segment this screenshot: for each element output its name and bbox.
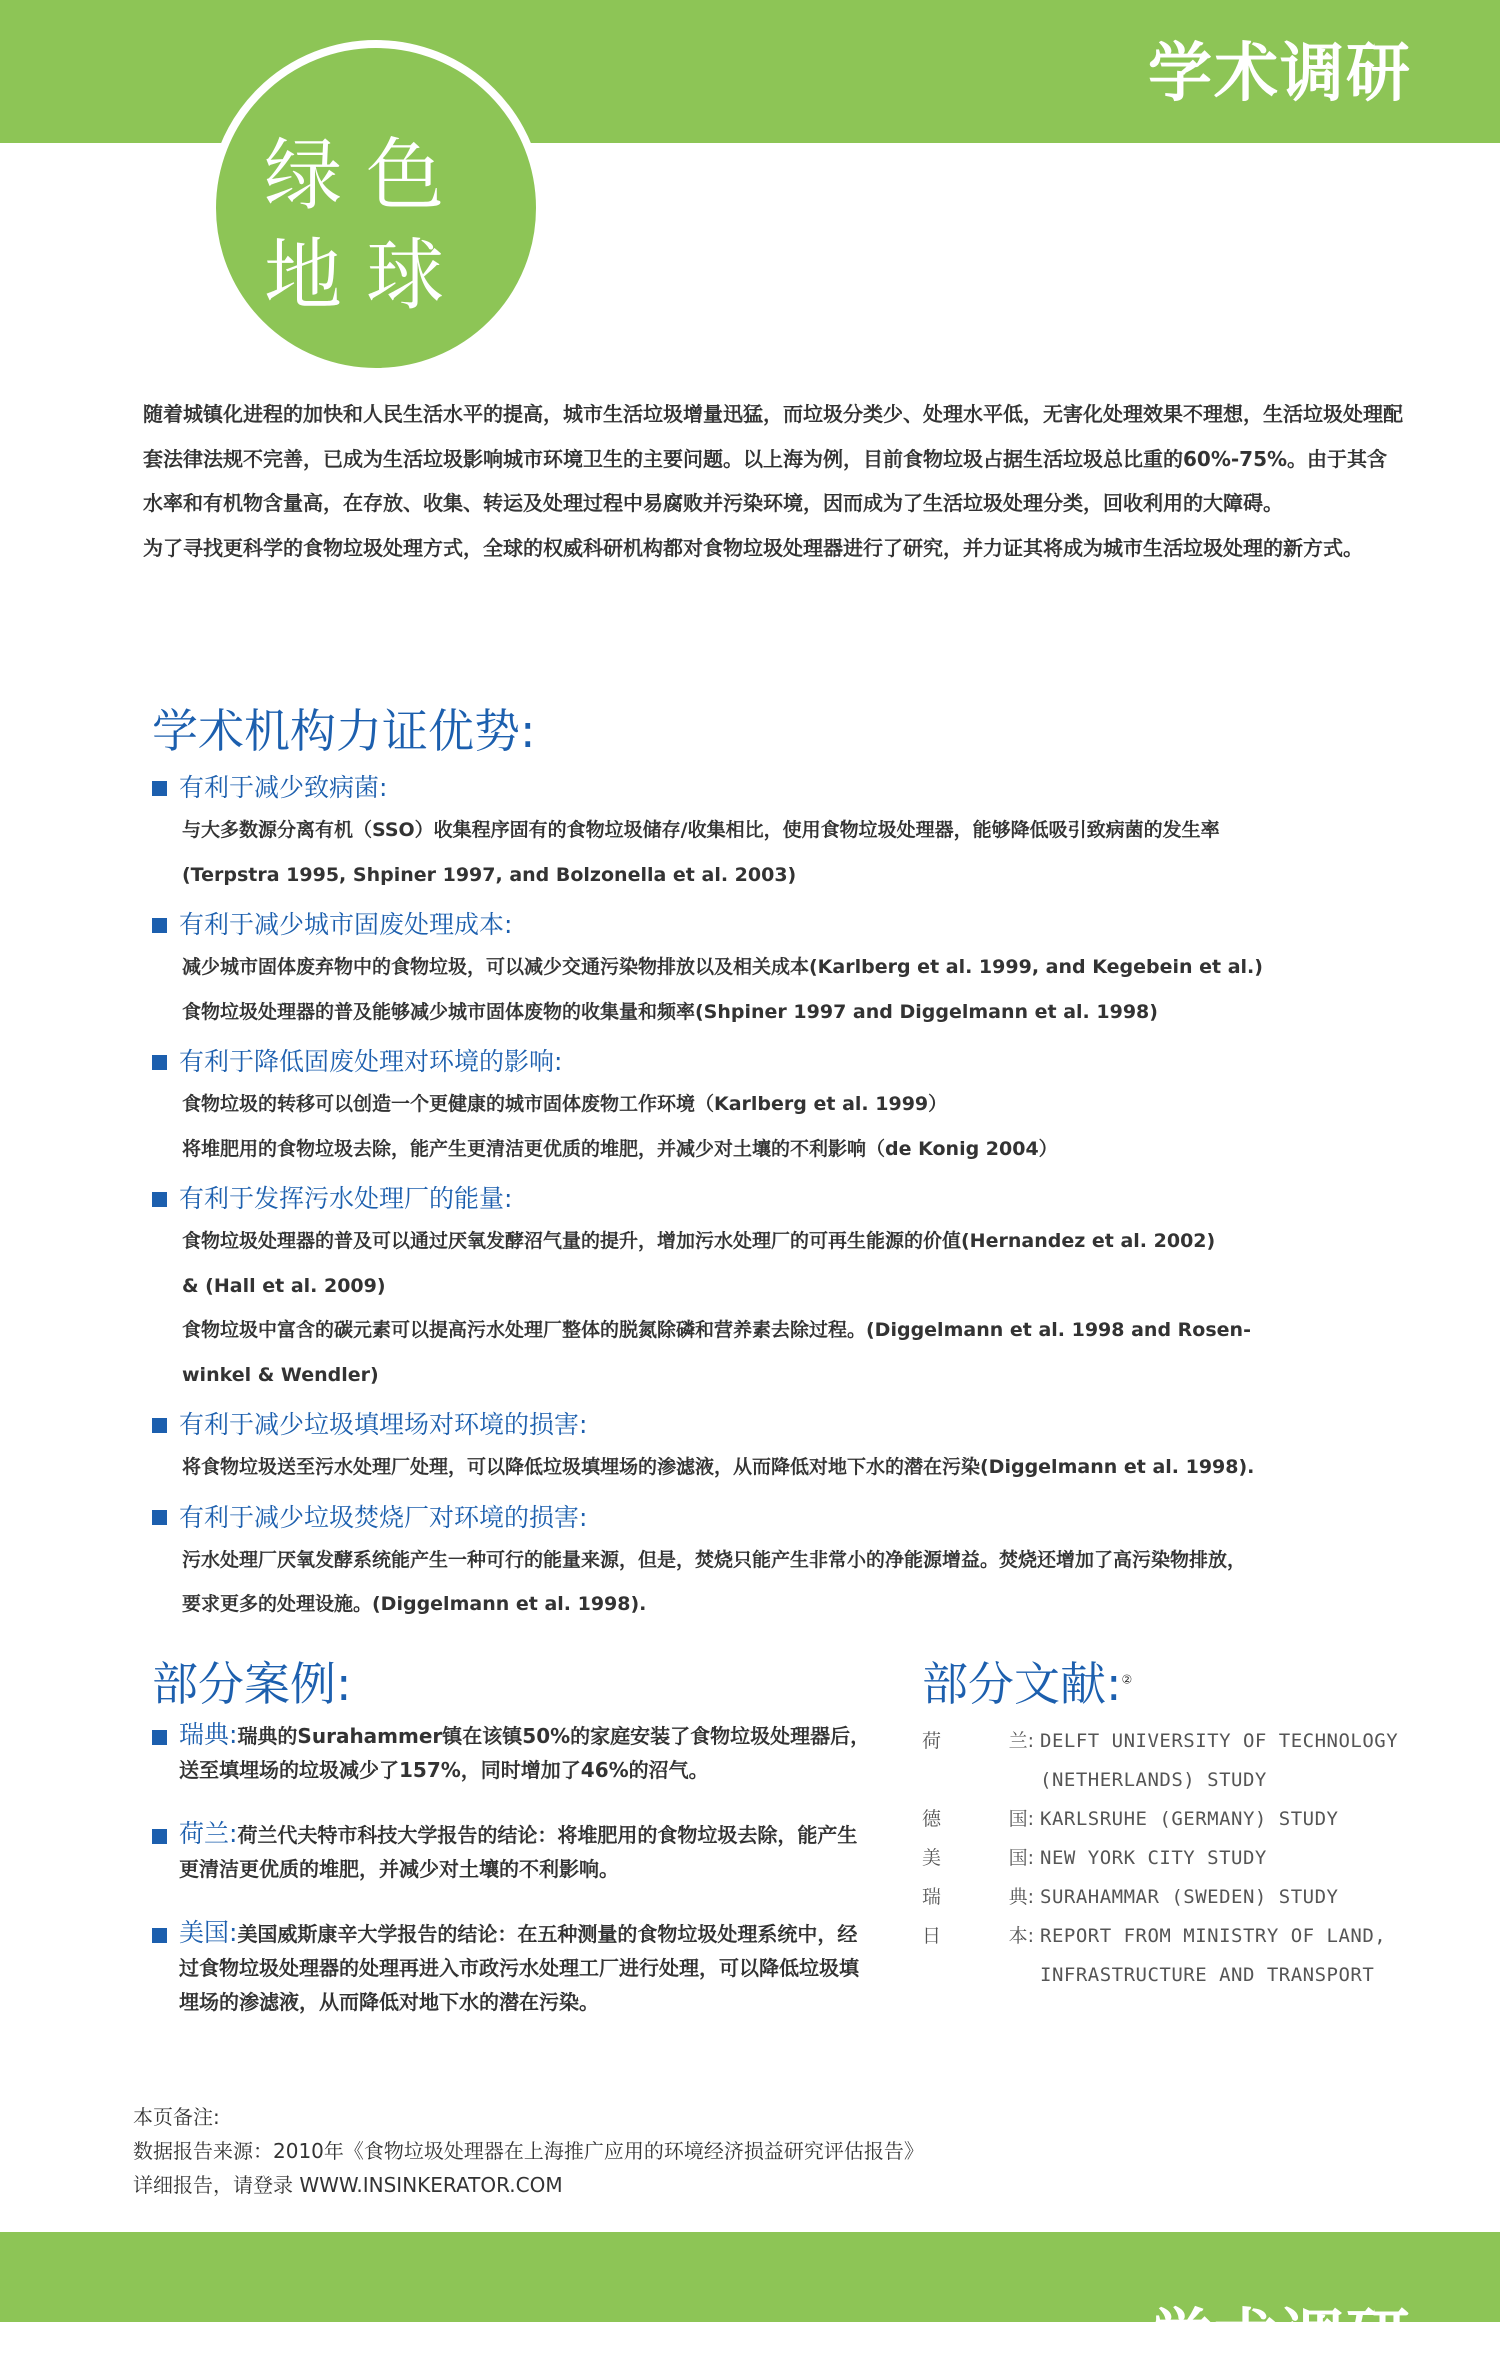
- advantage-heading: [152, 768, 1432, 808]
- spacer: [152, 1490, 1432, 1498]
- advantage-line: 将堆肥用的食物垃圾去除，能产生更清洁更优质的堆肥，并减少对土壤的不利影响（de Konig 2004）: [182, 1137, 1058, 1160]
- country-char: 德: [922, 1808, 942, 1830]
- footnote-mark: ②: [1121, 1672, 1133, 1687]
- section-title: 学术调研: [1148, 37, 1412, 111]
- bullet-square-icon: [152, 1418, 167, 1433]
- advantage-line: 食物垃圾处理器的普及能够减少城市固体废物的收集量和频率(Shpiner 1997 and Diggelmann et al. 1998): [182, 1000, 1158, 1023]
- advantage-line: 污水处理厂厌氧发酵系统能产生一种可行的能量来源，但是，焚烧只能产生非常小的净能源增益。焚烧还增加了高污染物排放，: [182, 1548, 1247, 1571]
- page-note: [133, 2100, 924, 2202]
- spacer: [152, 1627, 1432, 1635]
- reference-text: (NETHERLANDS) STUDY: [1040, 1769, 1267, 1791]
- reference-country: [922, 1956, 1040, 1995]
- advantage-heading-text: 有利于减少城市固废处理成本:: [179, 910, 513, 939]
- country-char: 日: [922, 1925, 942, 1947]
- footer-title: 学术调研: [1148, 2303, 1412, 2377]
- country-char: 荷: [922, 1730, 942, 1752]
- reference-row: [922, 1761, 1442, 1800]
- intro-paragraph: 随着城镇化进程的加快和人民生活水平的提高，城市生活垃圾增量迅猛，而垃圾分类少、处理水平低，无害化处理效果不理想，生活垃圾处理配套法律法规不完善，已成为生活垃圾影响城市环境卫生的主要问题。以上海为例，目前食物垃圾占据生活垃圾总比重的60%-75%。由于其含水率和有机物含量高，在存放、收集、转运及处理过程中易腐败并污染环境，因而成为了生活垃圾处理分类，回收利用的大障碍。: [143, 402, 1403, 515]
- advantage-line: 将食物垃圾送至污水处理厂处理，可以降低垃圾填埋场的渗滤液，从而降低对地下水的潜在污染(Diggelmann et al. 1998).: [182, 1456, 1255, 1478]
- note-link[interactable]: 详细报告，请登录 WWW.INSINKERATOR.COM: [133, 2173, 563, 2197]
- bullet-square-icon: [152, 1730, 167, 1745]
- country-char: 典:: [1008, 1886, 1034, 1908]
- advantage-line: 食物垃圾的转移可以创造一个更健康的城市固体废物工作环境（Karlberg et al. 1999）: [182, 1093, 948, 1115]
- bullet-square-icon: [152, 1510, 167, 1525]
- country-char: 本:: [1008, 1925, 1034, 1947]
- note-label: 本页备注:: [133, 2105, 220, 2129]
- case-label: 瑞典:: [179, 1720, 238, 1749]
- reference-country: [922, 1917, 1040, 1956]
- reference-text: DELFT UNIVERSITY OF TECHNOLOGY: [1040, 1730, 1399, 1752]
- bullet-square-icon: [152, 1055, 167, 1070]
- reference-country: [922, 1839, 1040, 1878]
- reference-row: [922, 1800, 1442, 1839]
- reference-row: [922, 1917, 1442, 1956]
- reference-text: REPORT FROM MINISTRY OF LAND,: [1040, 1925, 1387, 1947]
- advantage-heading: [152, 905, 1432, 945]
- intro-paragraph: 为了寻找更科学的食物垃圾处理方式，全球的权威科研机构都对食物垃圾处理器进行了研究，并力证其将成为城市生活垃圾处理的新方式。: [143, 535, 1363, 560]
- note-source: 数据报告来源：2010年《食物垃圾处理器在上海推广应用的环境经济损益研究评估报告》: [133, 2139, 924, 2163]
- bullet-square-icon: [152, 781, 167, 796]
- advantages-title: 学术机构力证优势:: [152, 704, 536, 758]
- advantage-heading-text: 有利于降低固废处理对环境的影响:: [179, 1047, 563, 1076]
- references-title: [922, 1648, 1132, 1714]
- country-char: 国:: [1008, 1808, 1034, 1830]
- advantage-heading-text: 有利于减少垃圾焚烧厂对环境的损害:: [179, 1502, 588, 1532]
- intro-text: [143, 392, 1403, 570]
- references-title-text: 部分文献:: [922, 1657, 1122, 1711]
- bullet-square-icon: [152, 1928, 167, 1943]
- badge-line-1: 绿色: [264, 131, 469, 221]
- advantage-heading: [152, 1405, 1432, 1445]
- reference-country: [922, 1722, 1040, 1761]
- reference-row: [922, 1878, 1442, 1917]
- reference-country: [922, 1878, 1040, 1917]
- spacer: [152, 1034, 1432, 1042]
- reference-text: INFRASTRUCTURE AND TRANSPORT: [1040, 1964, 1375, 1986]
- reference-country: [922, 1761, 1040, 1800]
- reference-text: SURAHAMMAR (SWEDEN) STUDY: [1040, 1886, 1339, 1908]
- advantage-heading-text: 有利于发挥污水处理厂的能量:: [179, 1184, 513, 1213]
- reference-row: [922, 1956, 1442, 1995]
- country-char: 国:: [1008, 1847, 1034, 1869]
- case-item: [152, 1817, 872, 1886]
- cases-title: 部分案例:: [152, 1657, 352, 1711]
- case-text: [179, 1718, 872, 1787]
- case-item: [152, 1916, 872, 2019]
- advantage-line: winkel & Wendler): [182, 1363, 379, 1386]
- footer-band: [0, 2232, 1500, 2377]
- advantages-list: [152, 768, 1432, 1635]
- reference-country: [922, 1800, 1040, 1839]
- advantage-line: 减少城市固体废弃物中的食物垃圾，可以减少交通污染物排放以及相关成本(Karlberg et al. 1999, and Kegebein et al.): [182, 956, 1263, 978]
- reference-text: KARLSRUHE (GERMANY) STUDY: [1040, 1808, 1339, 1830]
- case-label: 荷兰:: [179, 1819, 238, 1848]
- spacer: [152, 897, 1432, 905]
- advantage-heading-text: 有利于减少垃圾填埋场对环境的损害:: [179, 1410, 588, 1439]
- reference-row: [922, 1722, 1442, 1761]
- reference-text: NEW YORK CITY STUDY: [1040, 1847, 1267, 1869]
- case-body: 荷兰代夫特市科技大学报告的结论：将堆肥用的食物垃圾去除，能产生更清洁更优质的堆肥，并减少对土壤的不利影响。: [179, 1823, 858, 1881]
- country-char: 兰:: [1008, 1730, 1034, 1752]
- advantage-line: & (Hall et al. 2009): [182, 1274, 386, 1297]
- references-list: [922, 1722, 1442, 1995]
- advantage-line: 要求更多的处理设施。(Diggelmann et al. 1998).: [182, 1593, 647, 1615]
- case-text: [179, 1916, 872, 2019]
- case-body: 美国威斯康辛大学报告的结论：在五种测量的食物垃圾处理系统中，经过食物垃圾处理器的处理再进入市政污水处理工厂进行处理，可以降低垃圾填埋场的渗滤液，从而降低对地下水的潜在污染。: [179, 1922, 859, 2014]
- advantage-heading: [152, 1179, 1432, 1219]
- green-earth-badge: [208, 40, 544, 376]
- bullet-square-icon: [152, 1829, 167, 1844]
- bullet-square-icon: [152, 918, 167, 933]
- spacer: [152, 1171, 1432, 1179]
- advantage-line: 食物垃圾处理器的普及可以通过厌氧发酵沼气量的提升，增加污水处理厂的可再生能源的价值(Hernandez et al. 2002): [182, 1230, 1216, 1252]
- advantage-line: 食物垃圾中富含的碳元素可以提高污水处理厂整体的脱氮除磷和营养素去除过程。(Diggelmann et al. 1998 and Rosen-: [182, 1319, 1251, 1341]
- country-char: 瑞: [922, 1886, 942, 1908]
- header-band: [0, 0, 1500, 143]
- spacer: [152, 1397, 1432, 1405]
- advantage-heading: [152, 1498, 1432, 1538]
- case-text: [179, 1817, 872, 1886]
- country-char: 美: [922, 1847, 942, 1869]
- case-body: 瑞典的Surahammer镇在该镇50%的家庭安装了食物垃圾处理器后，送至填埋场的垃圾减少了157%，同时增加了46%的沼气。: [179, 1724, 871, 1782]
- case-item: [152, 1718, 872, 1787]
- case-label: 美国:: [179, 1918, 238, 1947]
- reference-row: [922, 1839, 1442, 1878]
- advantage-line: 与大多数源分离有机（SSO）收集程序固有的食物垃圾储存/收集相比，使用食物垃圾处理器，能够降低吸引致病菌的发生率: [182, 819, 1220, 841]
- bullet-square-icon: [152, 1192, 167, 1207]
- advantage-heading: [152, 1042, 1432, 1082]
- advantage-heading-text: 有利于减少致病菌:: [179, 773, 388, 802]
- advantage-line: (Terpstra 1995, Shpiner 1997, and Bolzonella et al. 2003): [182, 863, 797, 886]
- badge-line-2: 地球: [264, 231, 469, 321]
- cases-list: [152, 1718, 872, 2049]
